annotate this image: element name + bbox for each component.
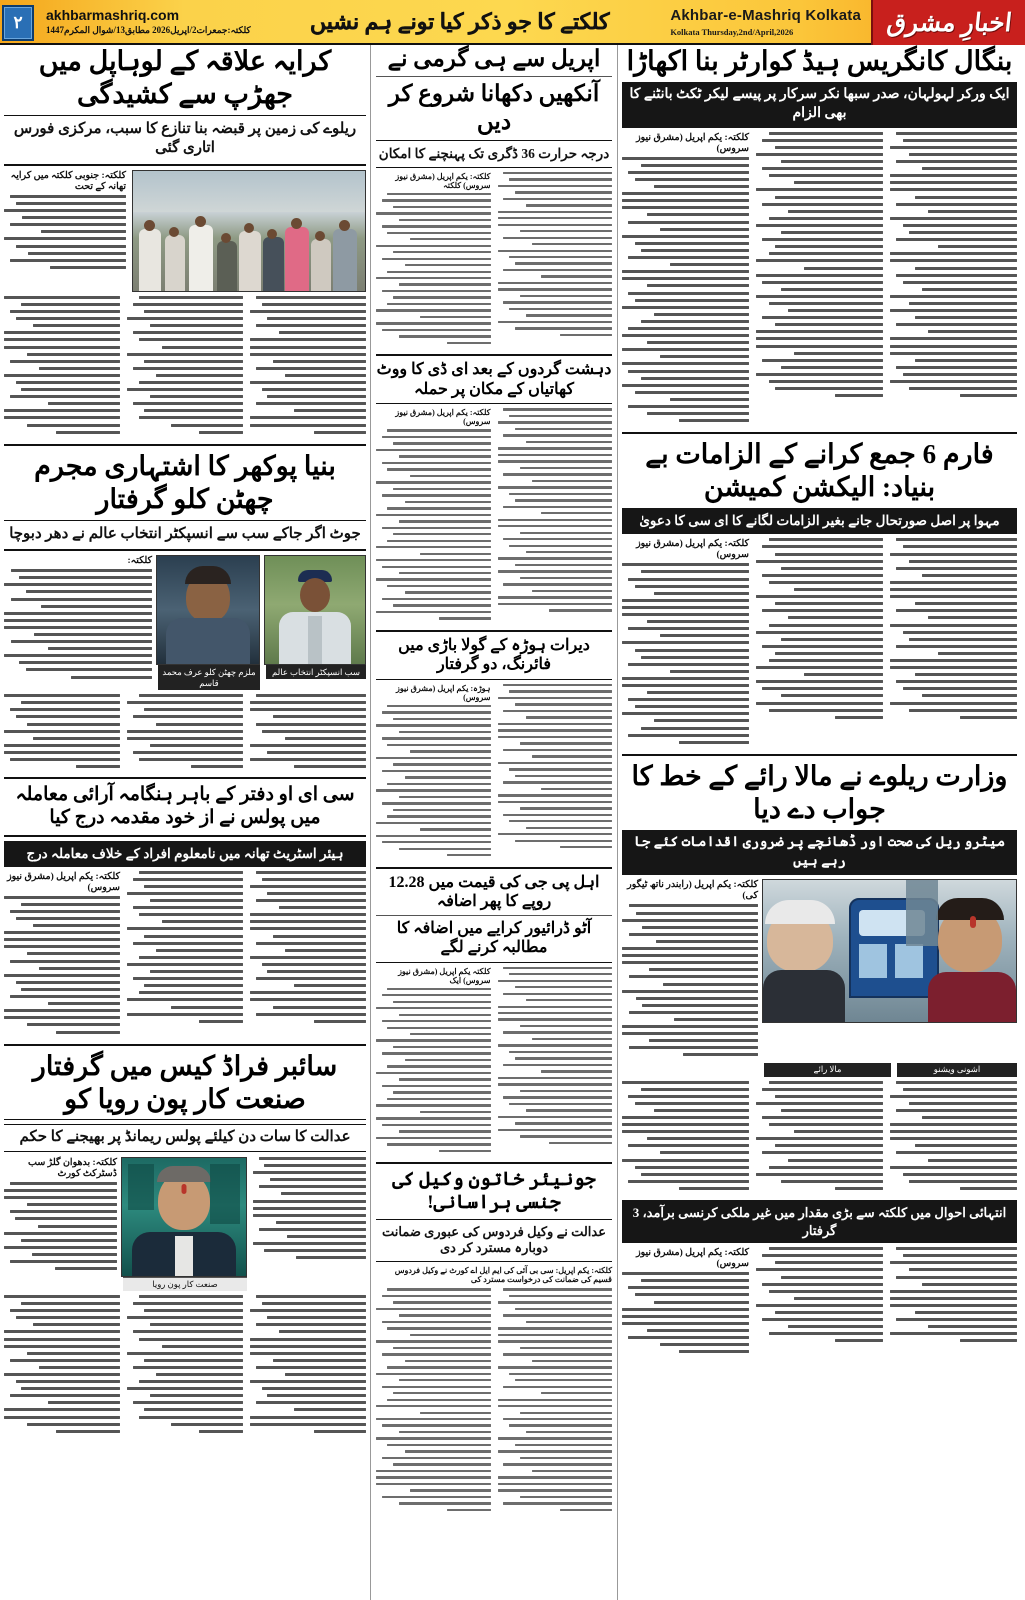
right-story-2-headline: فارم 6 جمع کرانے کے الزامات بے بنیاد: الیکشن کمیشن [645,439,994,503]
right-story-2 [622,432,1017,748]
left-story-4-photo [121,1157,247,1277]
masthead-date-urdu: کلکتہ:جمعرات2/اپریل2026 مطابق13/شوال المکرم1447 [46,25,251,35]
mid-story-4-headline: آٹو ڈرائیور کرایے میں اضافہ کا مطالبہ کرنے لگے [396,919,592,957]
right-column [622,45,1021,1600]
page-number: ۲ [2,5,34,41]
masthead-left [662,0,871,43]
logo-urdu-text: اخبارِ مشرق [885,9,1013,37]
left-story-4-caption: صنعت کار پون رویا [123,1277,247,1291]
mid-story-4-dateline: کلکتہ یکم اپریل (مشرق نیوز سروس) ایک [398,966,491,985]
left-story-2-dateline: کلکتہ: [127,556,152,567]
masthead-website[interactable]: akhbarmashriq.com [46,7,180,23]
left-story-4 [4,1044,366,1437]
mid-story-5-dateline: کلکتہ: یکم اپریل: سی بی آئی کی ایم ایل اے کورٹ نے وکیل فردوس قسیم کی ضمانت کی درخواست مسترد کی [394,1266,612,1285]
mid-story-5 [376,1162,612,1515]
right-story-3-headline: وزارت ریلوے نے مالا رائے کے خط کا جواب دے دیا [631,760,1008,824]
left-story-2-banner: سی ای او دفتر کے باہر ہنگامہ آرائی معاملہ میں پولس نے از خود مقدمہ درج کیا [15,784,355,829]
left-story-2-caption-left: سب انسپکٹر انتخاب عالم [266,665,366,679]
mid-story-1-subhead: درجہ حرارت 36 ڈگری تک پہنچنے کا امکان [378,146,610,162]
column-grid [0,45,1025,1600]
masthead-center [257,0,663,43]
masthead [0,0,1025,45]
right-story-3-photo [762,879,1017,1023]
mid-story-5-headline: جونیئر خاتون وکیل کی جنسی ہراسانی! [392,1169,596,1214]
left-story-2-caption-right: ملزم چھٹن کلو عرف محمد قاسم [158,665,260,690]
mid-story-3-headline: دیرات ہوڑہ کے گولا باڑی میں فائرنگ، دو گرفتار [398,636,590,674]
left-story-1-photo [132,170,366,292]
masthead-right [36,0,257,43]
mid-story-1 [376,45,612,348]
left-story-1-dateline: کلکتہ: جنوبی کلکتہ میں کرایہ تھانہ کے تحت [10,170,126,192]
left-column [4,45,366,1600]
left-story-2-headline: بنیا پوکھر کا اشتہاری مجرم چھٹن کلو گرفتار [34,450,336,514]
mid-story-1-headline-line2: آنکھیں دکھانا شروع کر دیں [388,81,600,135]
right-story-2-dateline: کلکتہ: یکم اپریل (مشرق نیوز سروس) [636,539,749,561]
left-story-2-photo-officer [264,555,366,665]
left-story-4-headline: سائبر فراڈ کیس میں گرفتار صنعت کار پون رویا کو [32,1050,338,1114]
left-story-3-banner: ہیئر اسٹریٹ تھانہ میں نامعلوم افراد کے خلاف معاملہ درج [4,841,366,867]
masthead-title-english: Akhbar-e-Mashriq Kolkata [670,6,861,24]
mid-story-3 [376,630,612,861]
right-story-2-banner: مہوا پر اصل صورتحال جانے بغیر الزامات لگانے کا ای سی کا دعویٰ [622,508,1017,534]
right-story-4-dateline: کلکتہ: یکم اپریل (مشرق نیوز سروس) [636,1248,749,1270]
mid-story-4-headline-top: اہل پی جی کی قیمت میں 12.28 روپے کا پھر اضافہ [388,873,600,911]
left-story-3 [4,841,366,1038]
right-story-3-dateline: کلکتہ: یکم اپریل (رابندر ناتھ ٹیگور کی) [627,880,758,902]
left-story-4-subhead: عدالت کا سات دن کیلئے پولس ریمانڈ پر بھیجنے کا حکم [4,1124,366,1152]
mid-story-5-subhead: عدالت نے وکیل فردوس کی عبوری ضمانت دوبارہ مسترد کر دی [382,1223,606,1256]
right-story-3 [622,754,1017,1194]
newspaper-logo [871,0,1025,45]
left-story-2-subhead: جوٹ اگر جاکے سب سے انسپکٹر انتخاب عالم نے دھر دبوچا [9,525,361,542]
left-story-2 [4,444,366,837]
right-story-3-banner: میٹرو ریل کی صحت اور ڈھانچے پر ضروری اقدامات کئے جا رہے ہیں [622,830,1017,876]
mid-story-2 [376,354,612,624]
left-story-1 [4,45,366,438]
page-number-badge [0,0,36,45]
mid-story-1-dateline: کلکتہ: یکم اپریل (مشرق نیوز سروس) کلکتہ [395,171,491,190]
left-story-3-dateline: کلکتہ: یکم اپریل (مشرق نیوز سروس) [7,871,120,893]
masthead-date-english: Kolkata Thursday,2nd/April,2026 [670,26,794,37]
right-story-1-headline: بنگال کانگریس ہیڈ کوارٹر بنا اکھاڑا [626,46,1013,76]
right-story-4-banner: انتہائی احوال میں کلکتہ سے بڑی مقدار میں غیر ملکی کرنسی برآمد، 3 گرفتار [622,1200,1017,1243]
right-story-3-caption-left: اشونی ویشنو [897,1063,1017,1077]
left-story-2-photo-accused [156,555,260,665]
right-story-3-caption-right: مالا رائے [764,1063,891,1077]
right-story-1-banner: ایک ورکر لہولہان، صدر سبھا نکر سرکار پر پیسے لیکر ٹکٹ بانٹنے کا بھی الزام [622,82,1017,128]
mid-story-1-headline-line1: اپریل سے ہی گرمی نے [387,46,601,71]
right-story-1-dateline: کلکتہ: یکم اپریل (مشرق نیوز سروس) [636,132,749,154]
left-story-4-dateline: کلکتہ: بدھوان گلڑ سب ڈسٹرکٹ کورٹ [28,1157,117,1179]
right-story-4 [622,1200,1017,1357]
middle-column [370,45,618,1600]
left-story-1-subhead: ریلوے کی زمین پر قبضہ بنا تنازع کا سبب، مرکزی فورس اتاری گئی [13,120,357,157]
left-story-1-headline: کرایہ علاقہ کے لوہاپل میں جھڑپ سے کشیدگی [38,46,332,109]
mid-story-4 [376,867,612,1157]
mid-story-2-headline: دہشت گردوں کے بعد ای ڈی کا ووٹ کھاتیاں کے مکان پر حملہ [376,361,612,398]
mid-story-2-dateline: کلکتہ: یکم اپریل (مشرق نیوز سروس) [395,408,491,427]
right-story-1 [622,45,1017,426]
masthead-slogan: کلکتے کا جو ذکر کیا تونے ہم نشیں [309,8,610,34]
mid-story-3-dateline: ہوڑہ: یکم اپریل (مشرق نیوز سروس) [396,683,491,702]
